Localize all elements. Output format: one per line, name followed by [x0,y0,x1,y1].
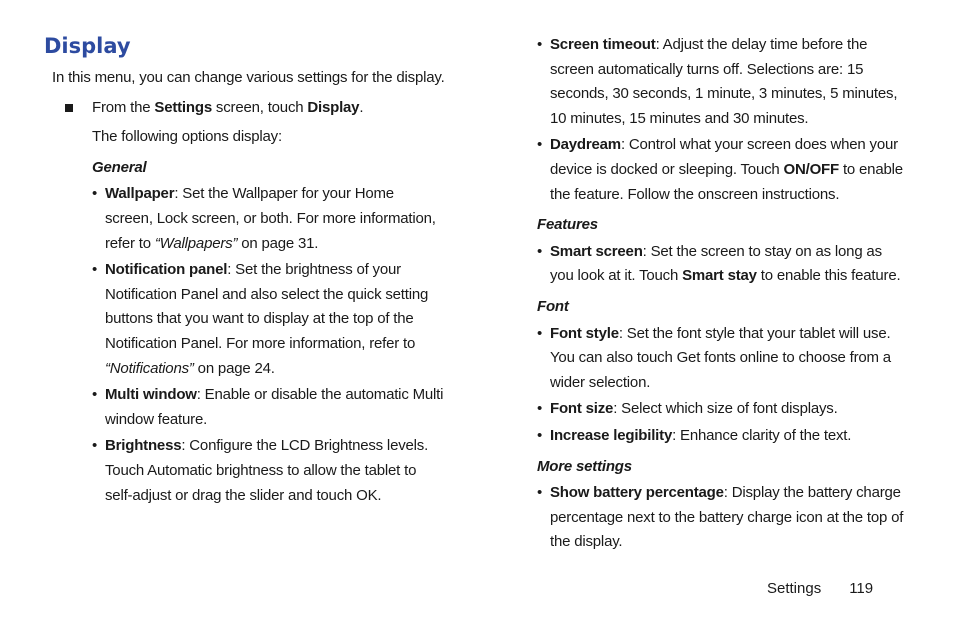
option-notification-panel [92,258,445,381]
option-term: Daydream [550,136,621,154]
option-description: : Set the brightness of your Notification Panel and also select the quick setting buttons that you want to display at the top of the Notification Panel. For more information, refer to [105,261,429,352]
option-screen-timeout [537,33,908,131]
option-wallpaper [92,182,445,256]
page-number: 119 [849,580,874,597]
square-bullet-icon [65,104,73,112]
option-term: Screen timeout [550,36,656,53]
option-description: : Select which size of font displays. [613,400,838,418]
option-daydream [537,133,908,207]
bullet-dot: • [537,36,543,53]
display-term: Display [307,98,360,116]
section-heading-more-settings: More settings [537,457,632,475]
option-description: : Control what your screen does when your device is docked or sleeping. Touch [550,136,898,178]
option-brightness [92,434,445,508]
bullet-dot: • [537,324,543,342]
bullet-dot: • [92,261,98,279]
footer-section-name: Settings [767,580,822,597]
option-term: Font style [550,324,619,342]
option-description: : Enable or disable the automatic Multi window feature. [105,386,444,428]
option-description: : Set the Wallpaper for your Home screen, Lock screen, or both. For more information, refer to [105,185,436,252]
bullet-dot: • [537,136,543,154]
option-term: Notification panel [105,261,228,279]
option-description: : Configure the LCD Brightness levels. Touch Automatic brightness to allow the tablet to self-adjust or drag the slider and touch OK. [105,437,429,504]
option-show-battery-percentage [537,481,908,555]
option-description: : Enhance clarity of the text. [672,426,852,444]
option-term: Multi window [105,386,197,404]
bullet-dot: • [92,185,98,203]
section-heading-font: Font [537,297,569,315]
option-font-style [537,322,908,396]
option-description: : Display the battery charge percentage next to the battery charge icon at the top of the display. [550,484,904,551]
settings-term: Settings [154,98,212,116]
section-heading-features: Features [537,216,598,234]
option-description-tail: on page 24. [193,359,275,377]
instruction-step [52,96,472,121]
step-text-3: . [359,98,364,116]
step-text-1: From the [92,98,155,116]
onoff-term: ON/OFF [783,160,839,178]
option-term: Increase legibility [550,426,673,444]
page-footer [767,578,873,600]
option-description-tail: on page 31. [237,234,319,252]
option-term: Wallpaper [105,185,175,203]
option-description: : Set the font style that your tablet will use. You can also touch Get fonts online to choose from a wider selection. [550,324,891,391]
left-column [52,66,472,510]
option-font-size [537,397,908,422]
step-text-2: screen, touch [211,98,308,116]
page-title: Display [44,34,131,58]
bullet-dot: • [537,242,543,260]
options-intro: The following options display: [92,128,282,146]
option-description-tail: to enable this feature. [756,267,901,285]
right-column [537,33,909,557]
option-description-tail: to enable the feature. Follow the onscreen instructions. [550,160,903,203]
option-term: Font size [550,400,614,418]
option-smart-screen [537,240,908,289]
wallpapers-reference-link[interactable]: “Wallpapers” [154,234,238,252]
option-description: : Adjust the delay time before the screen automatically turns off. Selections are: 15 seconds, 30 seconds, 1 minute, 3 minutes, 5 minutes, 10 minutes, 15 minutes and 30 minutes. [550,36,898,127]
section-heading-general: General [92,158,147,176]
bullet-dot: • [537,426,543,444]
option-multi-window [92,383,445,432]
bullet-dot: • [92,386,98,404]
bullet-dot: • [537,484,543,502]
option-term: Smart screen [550,242,643,260]
option-increase-legibility [537,424,908,449]
option-term: Show battery percentage [550,484,724,502]
intro-text: In this menu, you can change various settings for the display. [52,69,445,86]
smart-stay-term: Smart stay [682,267,757,285]
bullet-dot: • [537,400,543,418]
notifications-reference-link[interactable]: “Notifications” [105,359,194,377]
bullet-dot: • [92,437,98,455]
option-term: Brightness [105,437,182,455]
option-description: : Set the screen to stay on as long as you look at it. Touch [550,242,882,285]
